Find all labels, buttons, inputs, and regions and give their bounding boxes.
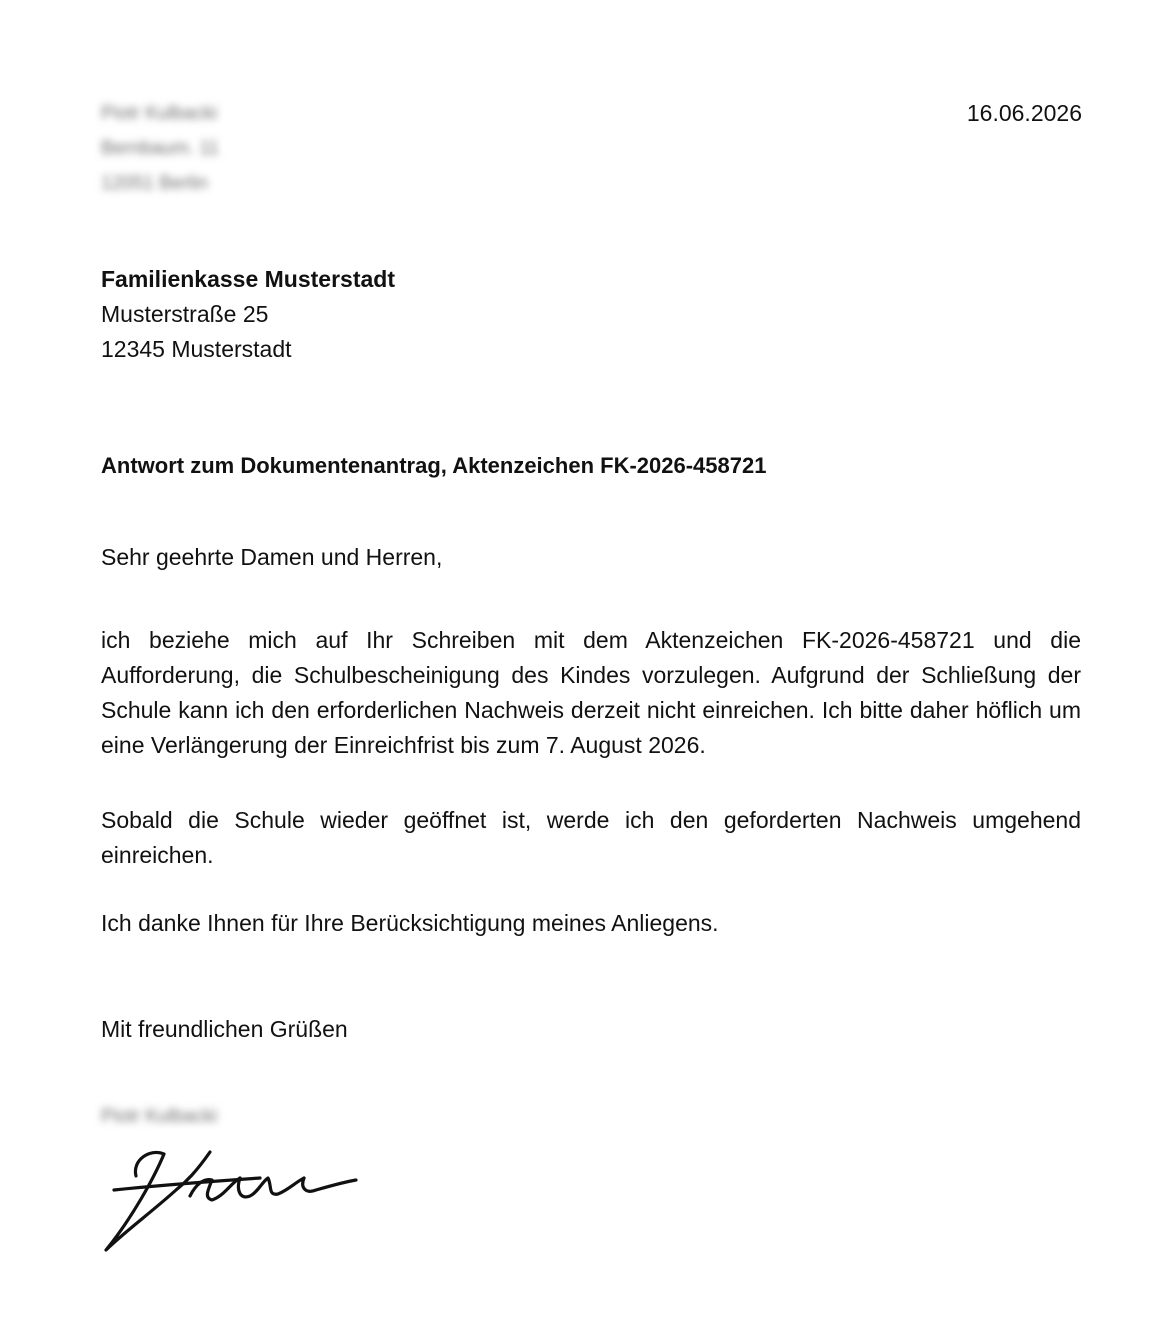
recipient-name: Familienkasse Musterstadt	[101, 266, 396, 292]
sender-city: 12051 Berlin	[101, 173, 208, 194]
recipient-city: 12345 Musterstadt	[101, 336, 292, 362]
salutation: Sehr geehrte Damen und Herren,	[101, 544, 443, 570]
body-paragraph-thanks: Ich danke Ihnen für Ihre Berücksichtigung meines Anliegens.	[101, 910, 719, 936]
letter-date: 16.06.2026	[966, 100, 1082, 126]
body-paragraph-followup: Sobald die Schule wieder geöffnet ist, werde ich den geforderten Nachweis umgehend einreichen.	[101, 807, 1081, 868]
recipient-street: Musterstraße 25	[101, 301, 269, 327]
letter-subject: Antwort zum Dokumentenantrag, Aktenzeichen FK-2026-458721	[101, 453, 767, 478]
handwritten-signature	[92, 1138, 372, 1263]
sender-street: Bernbaum. 11	[101, 138, 219, 159]
signer-name-blurred: Piotr Kulbacki	[101, 1106, 218, 1127]
sender-name: Piotr Kulbacki	[101, 103, 218, 124]
closing-phrase: Mit freundlichen Grüßen	[101, 1016, 348, 1042]
body-paragraph-request: ich beziehe mich auf Ihr Schreiben mit dem Aktenzeichen FK-2026-458721 und die Aufforderung, die Schulbescheinigung des Kindes vorzulegen. Aufgrund der Schließung der Schule kann ich den erforderlichen Nachweis derzeit nicht einreichen. Ich bitte daher höflich um eine Verlängerung der Einreichfrist bis zum 7. August 2026.	[101, 627, 1081, 758]
sender-address-blurred	[101, 96, 219, 201]
recipient-address	[101, 262, 395, 367]
